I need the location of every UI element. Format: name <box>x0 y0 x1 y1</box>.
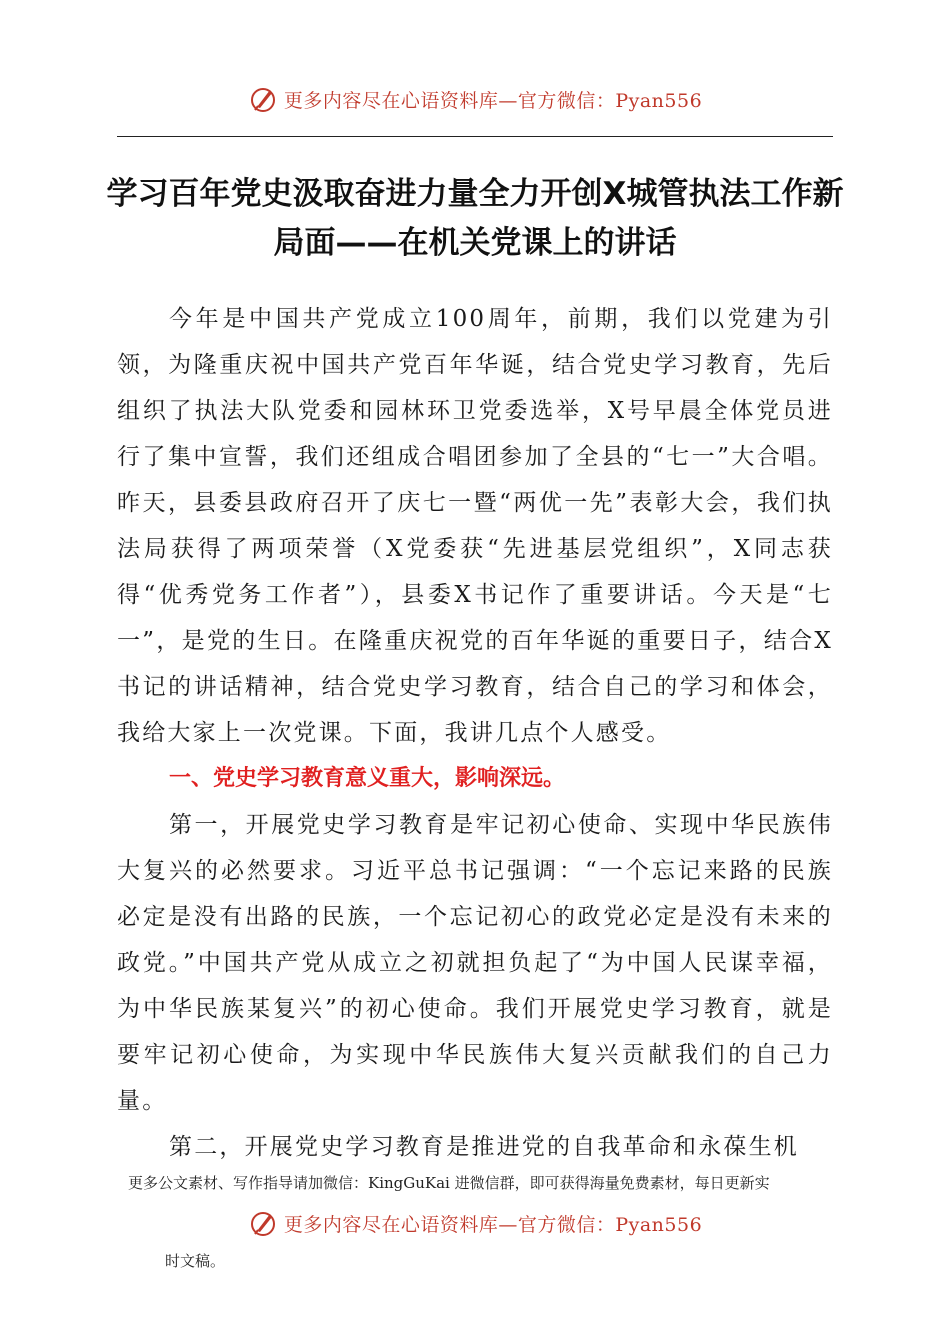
footer-note-tail: 时文稿。 <box>165 1252 226 1270</box>
document-body <box>117 296 833 1170</box>
footer-note: 更多公文素材、写作指导请加微信：KingGuKai 进微信群，即可获得海量免费素材，每日更新实 <box>128 1174 770 1192</box>
header-banner-text: 更多内容尽在心语资料库—官方微信：Pyan556 <box>283 89 703 112</box>
footer-banner-text: 更多内容尽在心语资料库—官方微信：Pyan556 <box>283 1213 703 1236</box>
body-paragraph: 今年是中国共产党成立100周年，前期，我们以党建为引领，为隆重庆祝中国共产党百年华诞，结合党史学习教育，先后组织了执法大队党委和园林环卫党委选举，X号早晨全体党员进行了集中宣誓，我们还组成合唱团参加了全县的“七一”大合唱。昨天，县委县政府召开了庆七一暨“两优一先”表彰大会，我们执法局获得了两项荣誉（X党委获“先进基层党组织”，X同志获得“优秀党务工作者”），县委X书记作了重要讲话。今天是“七一”，是党的生日。在隆重庆祝党的百年华诞的重要日子，结合X书记的讲话精神，结合党史学习教育，结合自己的学习和体会，我给大家上一次党课。下面，我讲几点个人感受。 <box>117 306 833 746</box>
document-title: 学习百年党史汲取奋进力量全力开创X城管执法工作新局面——在机关党课上的讲话 <box>106 176 844 261</box>
feather-pen-logo-icon <box>248 1208 278 1238</box>
footer-banner <box>0 1208 950 1238</box>
feather-pen-logo-icon <box>248 84 278 114</box>
header-divider <box>117 136 833 137</box>
body-paragraph: 第二，开展党史学习教育是推进党的自我革命和永葆生机 <box>169 1134 799 1160</box>
section-heading: 一、党史学习教育意义重大，影响深远。 <box>169 766 566 791</box>
body-paragraph: 第一，开展党史学习教育是牢记初心使命、实现中华民族伟大复兴的必然要求。习近平总书记强调：“一个忘记来路的民族必定是没有出路的民族，一个忘记初心的政党必定是没有未来的政党。”中国共产党从成立之初就担负起了“为中国人民谋幸福，为中华民族某复兴”的初心使命。我们开展党史学习教育，就是要牢记初心使命，为实现中华民族伟大复兴贡献我们的自己力量。 <box>117 812 833 1114</box>
header-banner <box>0 84 950 114</box>
